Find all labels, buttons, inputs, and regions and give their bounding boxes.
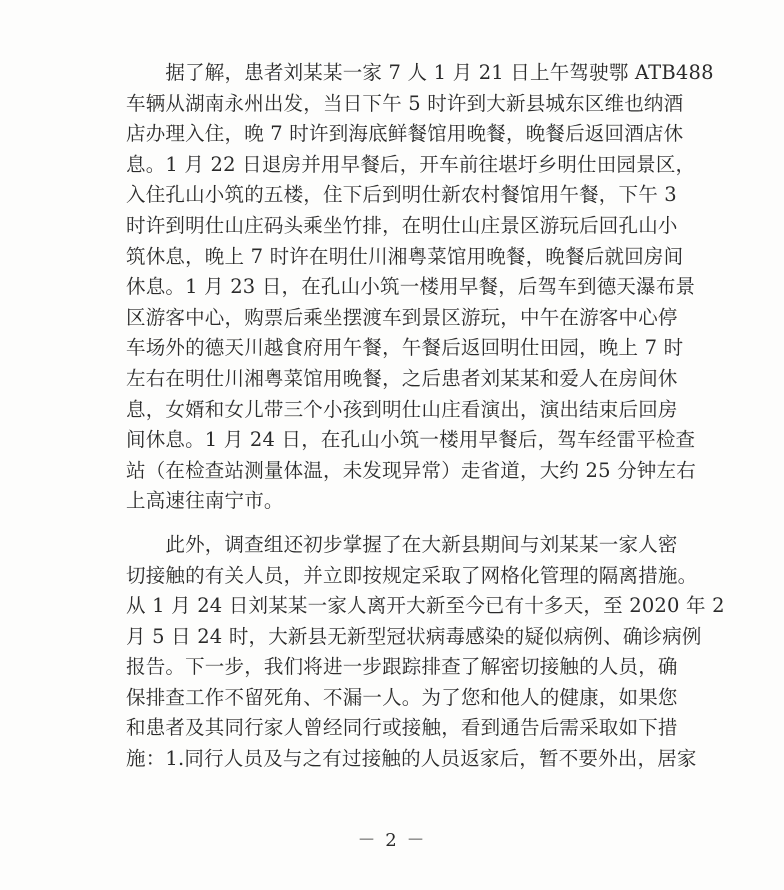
- text-line: 站（在检查站测量体温，未发现异常）走省道，大约 25 分钟左右: [126, 458, 696, 482]
- paragraph-1: [126, 58, 714, 517]
- text-line: 时许到明仕山庄码头乘坐竹排，在明仕山庄景区游玩后回孔山小: [126, 213, 678, 237]
- text-line: 月 5 日 24 时，大新县无新型冠状病毒感染的疑似病例、确诊病例: [126, 624, 702, 648]
- text-line: 上高速往南宁市。: [126, 489, 284, 513]
- text-line: 车场外的德天川越食府用午餐，午餐后返回明仕田园，晚上 7 时: [126, 336, 684, 360]
- text-line: 保排查工作不留死角、不漏一人。为了您和他人的健康，如果您: [126, 685, 678, 709]
- text-line: 间休息。1 月 24 日，在孔山小筑一楼用早餐后，驾车经雷平检查: [126, 428, 696, 452]
- paragraph-spacer: [126, 517, 666, 530]
- text-line: 据了解，患者刘某某一家 7 人 1 月 21 日上午驾驶鄂 ATB488: [126, 61, 714, 84]
- paragraph-2: [126, 530, 725, 775]
- text-line: 区游客中心，购票后乘坐摆渡车到景区游玩，中午在游客中心停: [126, 305, 678, 329]
- page-number: － 2 －: [357, 830, 427, 851]
- text-line: 切接触的有关人员，并立即按规定采取了网格化管理的隔离措施。: [126, 563, 698, 587]
- text-line: 休息。1 月 23 日，在孔山小筑一楼用早餐，后驾车到德天瀑布景: [126, 275, 696, 299]
- text-line: 施：1.同行人员及与之有过接触的人员返家后，暂不要外出，居家: [126, 747, 697, 771]
- text-line: 报告。下一步，我们将进一步跟踪排查了解密切接触的人员，确: [126, 655, 678, 679]
- text-line: 店办理入住，晚 7 时许到海底鲜餐馆用晚餐，晚餐后返回酒店休: [126, 122, 684, 146]
- text-line: 息。1 月 22 日退房并用早餐后，开车前往堪圩乡明仕田园景区，: [126, 152, 696, 176]
- text-line: 车辆从湖南永州出发，当日下午 5 时许到大新县城东区维也纳酒: [126, 91, 684, 115]
- document-body: [126, 58, 725, 775]
- text-line: 从 1 月 24 日刘某某一家人离开大新至今已有十多天，至 2020 年 2: [126, 594, 725, 618]
- text-line: 左右在明仕川湘粤菜馆用晚餐，之后患者刘某某和爱人在房间休: [126, 366, 678, 390]
- text-line: 此外，调查组还初步掌握了在大新县期间与刘某某一家人密: [126, 532, 678, 556]
- text-line: 筑休息，晚上 7 时许在明仕川湘粤菜馆用晚餐，晚餐后就回房间: [126, 244, 684, 268]
- text-line: 入住孔山小筑的五楼，住下后到明仕新农村餐馆用午餐，下午 3: [126, 183, 677, 207]
- text-line: 和患者及其同行家人曾经同行或接触，看到通告后需采取如下措: [126, 716, 678, 740]
- text-line: 息，女婿和女儿带三个小孩到明仕山庄看演出，演出结束后回房: [126, 397, 678, 421]
